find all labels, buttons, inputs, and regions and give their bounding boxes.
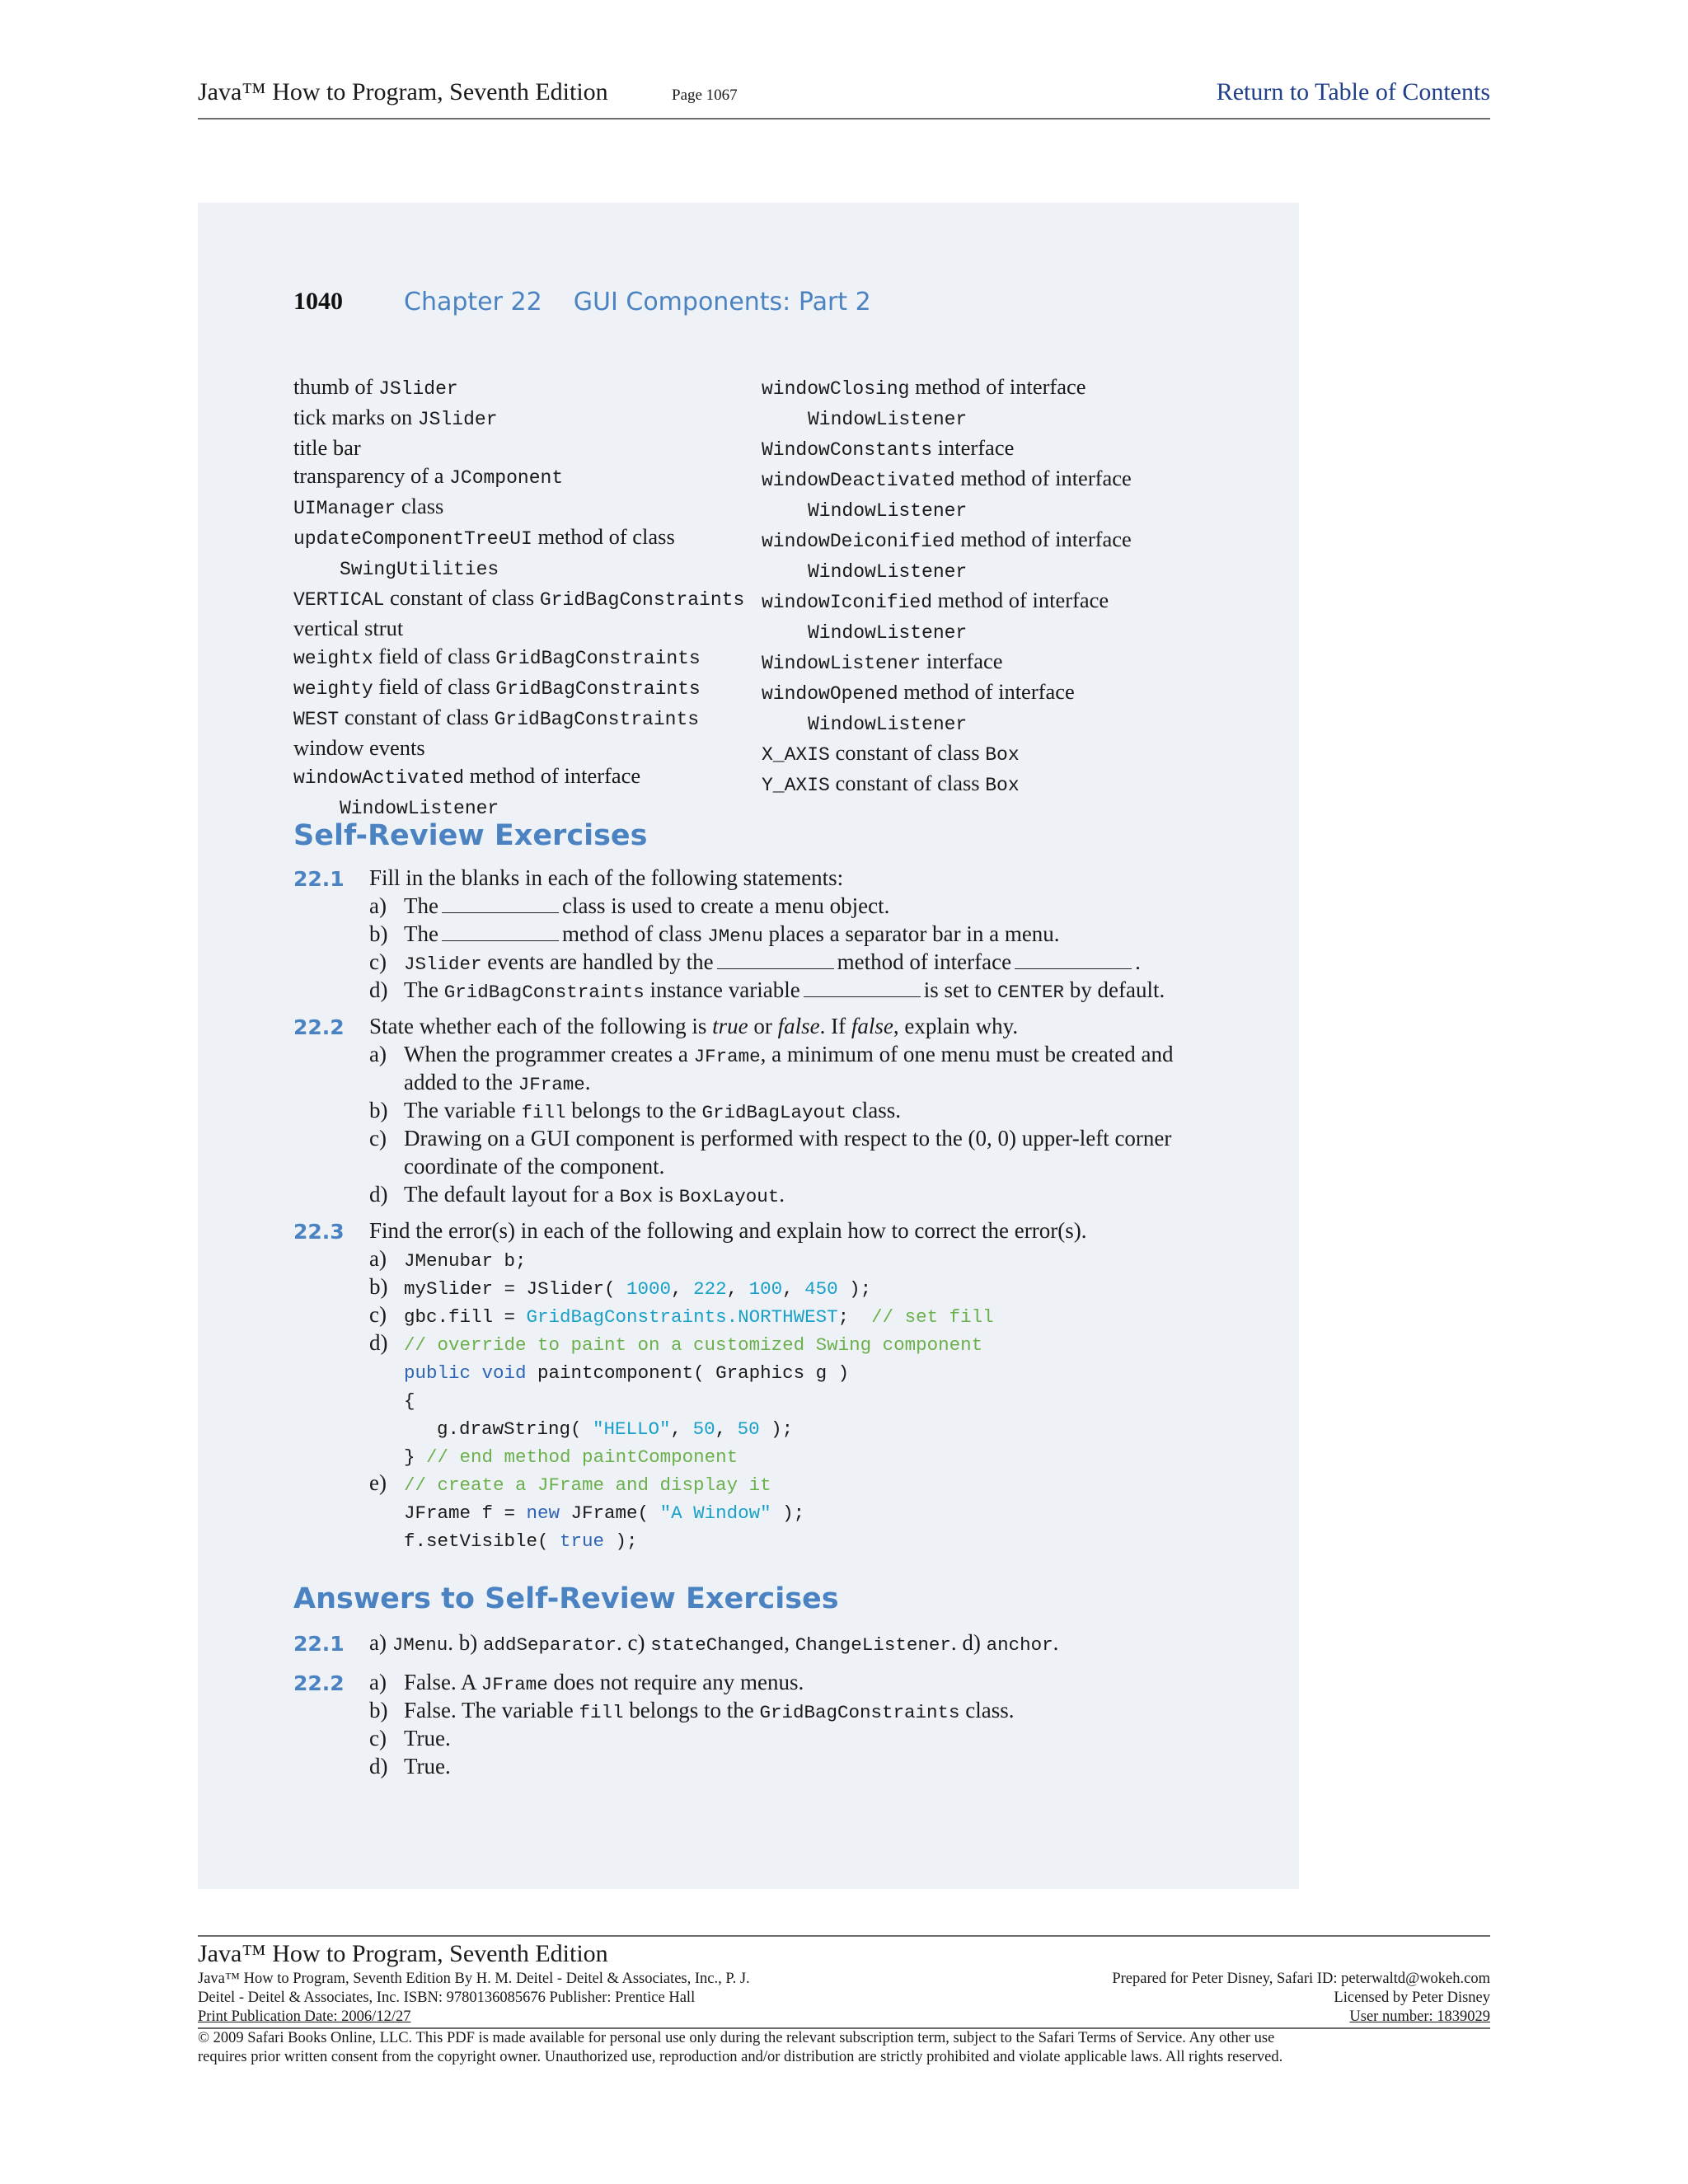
code-item: c) gbc.fill = GridBagConstraints.NORTHWEST; // set fill [369, 1302, 994, 1328]
exercise-number: 22.3 [293, 1220, 345, 1244]
index-term: vertical strut [293, 616, 404, 640]
toc-link[interactable]: Return to Table of Contents [1216, 78, 1490, 105]
footer-pub-date: Print Publication Date: 2006/12/27 [198, 2008, 411, 2025]
index-term: Y_AXIS constant of class Box [762, 771, 1020, 796]
code-item: d) // override to paint on a customized Swing component [369, 1330, 983, 1356]
answer-item: a) False. A JFrame does not require any menus. [369, 1670, 804, 1695]
index-term: updateComponentTreeUI method of class [293, 524, 675, 550]
book-title: Java™ How to Program, Seventh Edition [198, 78, 608, 105]
index-term: windowActivated method of interface [293, 763, 641, 789]
index-term: X_AXIS constant of class Box [762, 740, 1020, 766]
footer-isbn: Deitel - Deitel & Associates, Inc. ISBN: 9780136085676 Publisher: Prentice Hall [198, 1990, 696, 2006]
page-label: Page 1067 [672, 87, 738, 104]
answer-number: 22.1 [293, 1632, 345, 1656]
page-content [198, 203, 1299, 1889]
index-term: windowOpened method of interface [762, 679, 1075, 705]
terms-column-right [762, 373, 1132, 799]
index-term: WindowListener [808, 561, 968, 583]
code-line: JFrame f = new JFrame( "A Window" ); [404, 1502, 805, 1524]
exercise-item-continued: added to the JFrame. [404, 1070, 591, 1095]
exercise-item: d) The GridBagConstraints instance variable is set to CENTER by default. [369, 977, 1165, 1003]
index-term: transparency of a JComponent [293, 463, 564, 489]
index-term: WindowListener [808, 714, 968, 735]
answer-item: b) False. The variable fill belongs to the GridBagConstraints class. [369, 1698, 1015, 1723]
page-number: 1040 [293, 288, 343, 315]
code-item: a) JMenubar b; [369, 1246, 527, 1272]
index-term: WindowListener [340, 798, 499, 819]
footer-user-number: User number: 1839029 [1349, 2008, 1490, 2025]
code-line: } // end method paintComponent [404, 1446, 738, 1468]
exercise-number: 22.2 [293, 1015, 345, 1039]
index-term: tick marks on JSlider [293, 405, 498, 430]
exercise-item-continued: coordinate of the component. [404, 1154, 665, 1179]
code-item: e) // create a JFrame and display it [369, 1470, 771, 1496]
answer-item: c) True. [369, 1726, 451, 1750]
code-line: public void paintcomponent( Graphics g ) [404, 1362, 850, 1384]
index-term: WEST constant of class GridBagConstraints [293, 705, 700, 730]
exercise-number: 22.1 [293, 867, 345, 891]
index-term: windowIconified method of interface [762, 588, 1109, 613]
index-term: window events [293, 735, 425, 760]
page-footer [198, 1935, 1490, 2065]
index-term: SwingUtilities [340, 559, 499, 580]
self-review-heading: Self-Review Exercises [293, 819, 648, 852]
footer-copyright-2: requires prior written consent from the copyright owner. Unauthorized use, reproduction and/or distribution are strictly prohibited and violate applicable laws. All rights reserved. [198, 2049, 1283, 2065]
answers-heading: Answers to Self-Review Exercises [293, 1582, 839, 1615]
answer-number: 22.2 [293, 1671, 345, 1695]
index-term: WindowConstants interface [762, 435, 1015, 461]
index-term: UIManager class [293, 494, 444, 519]
footer-licensed: Licensed by Peter Disney [1334, 1990, 1490, 2006]
index-term: weightx field of class GridBagConstraints [293, 644, 701, 669]
exercise-item: d) The default layout for a Box is BoxLayout. [369, 1182, 785, 1207]
index-term: windowDeactivated method of interface [762, 466, 1132, 491]
index-term: WindowListener [808, 500, 968, 522]
answer-line: a) JMenu. b) addSeparator. c) stateChanged, ChangeListener. d) anchor. [369, 1630, 1059, 1656]
page-header [198, 78, 1490, 120]
exercise-intro: State whether each of the following is true or false. If false, explain why. [369, 1014, 1019, 1038]
index-term: title bar [293, 435, 361, 460]
code-line: g.drawString( "HELLO", 50, 50 ); [437, 1418, 794, 1440]
terms-column-left [293, 373, 744, 823]
exercise-intro: Fill in the blanks in each of the following statements: [369, 865, 844, 890]
index-term: windowDeiconified method of interface [762, 527, 1132, 552]
index-term: windowClosing method of interface [762, 374, 1086, 400]
code-item: b) mySlider = JSlider( 1000, 222, 100, 450 ); [369, 1274, 872, 1300]
index-term: weighty field of class GridBagConstraints [293, 674, 701, 700]
chapter-title: Chapter 22 GUI Components: Part 2 [404, 288, 871, 316]
exercise-item: c) JSlider events are handled by the method of interface . [369, 949, 1141, 975]
index-term: thumb of JSlider [293, 374, 458, 400]
code-line: { [404, 1390, 415, 1412]
footer-title: Java™ How to Program, Seventh Edition [198, 1940, 608, 1967]
code-line: f.setVisible( true ); [404, 1530, 638, 1552]
exercise-item: b) The method of class JMenu places a separator bar in a menu. [369, 921, 1060, 947]
footer-copyright: © 2009 Safari Books Online, LLC. This PDF is made available for personal use only during the relevant subscription term, subject to the Safari Terms of Service. Any other use [198, 2030, 1275, 2046]
index-term: WindowListener [808, 622, 968, 644]
footer-prepared-for: Prepared for Peter Disney, Safari ID: peterwaltd@wokeh.com [1112, 1971, 1490, 1987]
exercise-intro: Find the error(s) in each of the following and explain how to correct the error(s). [369, 1218, 1087, 1243]
index-term: VERTICAL constant of class GridBagConstraints [293, 585, 745, 611]
exercise-item: a) When the programmer creates a JFrame, a minimum of one menu must be created and [369, 1042, 1174, 1067]
exercise-item: a) The class is used to create a menu object. [369, 893, 890, 918]
index-term: WindowListener interface [762, 649, 1003, 674]
exercise-item: c) Drawing on a GUI component is performed with respect to the (0, 0) upper-left corner [369, 1126, 1172, 1151]
index-term: WindowListener [808, 409, 968, 430]
answer-item: d) True. [369, 1754, 451, 1779]
exercise-item: b) The variable fill belongs to the GridBagLayout class. [369, 1098, 901, 1123]
footer-book-info: Java™ How to Program, Seventh Edition By H. M. Deitel - Deitel & Associates, Inc., P. J. [198, 1971, 750, 1987]
